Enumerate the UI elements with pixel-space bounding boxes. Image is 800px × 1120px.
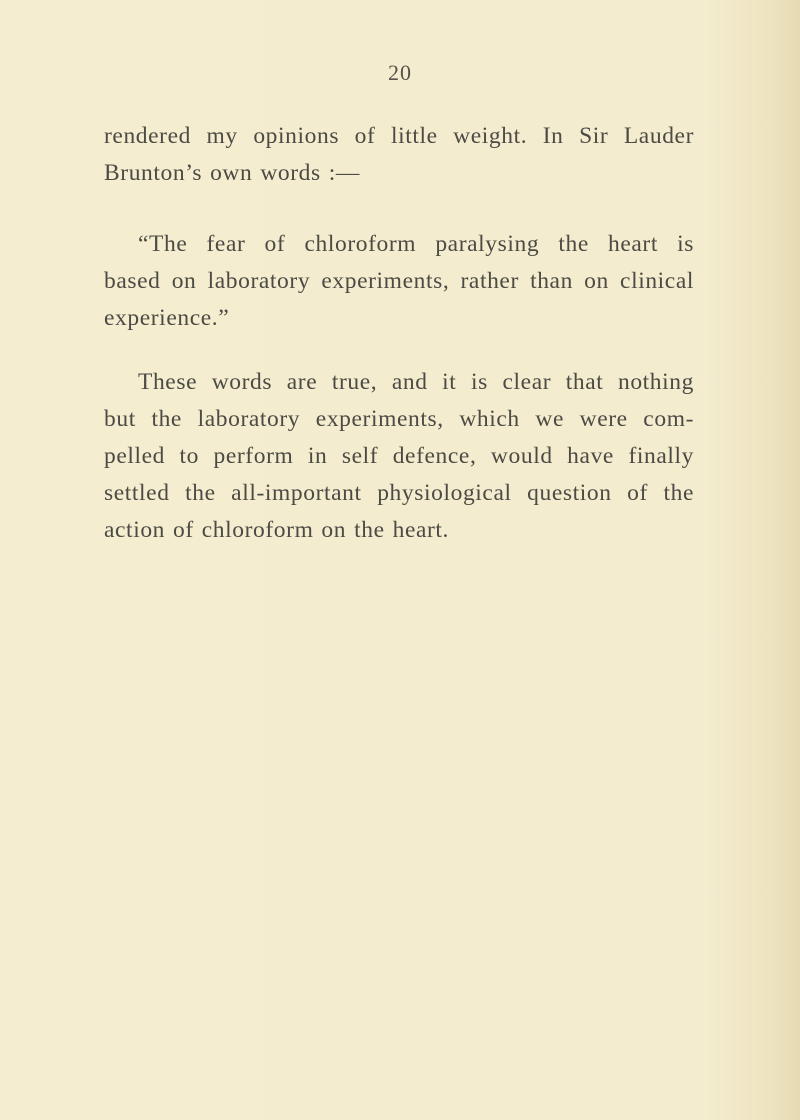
- text-line: but the laboratory experiments, which we were com-: [104, 406, 694, 432]
- text-line: experience.”: [104, 305, 230, 331]
- body-paragraph: [104, 364, 694, 549]
- text-line: based on laboratory experiments, rather than on clinical: [104, 268, 694, 294]
- quotation-paragraph: [104, 226, 694, 337]
- text-line: settled the all-important physiological question of the: [104, 480, 694, 506]
- paragraph-continuation: [104, 118, 694, 192]
- page-number: 20: [388, 60, 412, 85]
- text-line: These words are true, and it is clear that nothing: [138, 369, 694, 395]
- text-line: “The fear of chloroform paralysing the heart is: [138, 231, 694, 257]
- text-line: Brunton’s own words :—: [104, 160, 360, 186]
- text-line: rendered my opinions of little weight. In Sir Lauder: [104, 123, 694, 149]
- text-line: action of chloroform on the heart.: [104, 517, 450, 543]
- text-line: pelled to perform in self defence, would have finally: [104, 443, 694, 469]
